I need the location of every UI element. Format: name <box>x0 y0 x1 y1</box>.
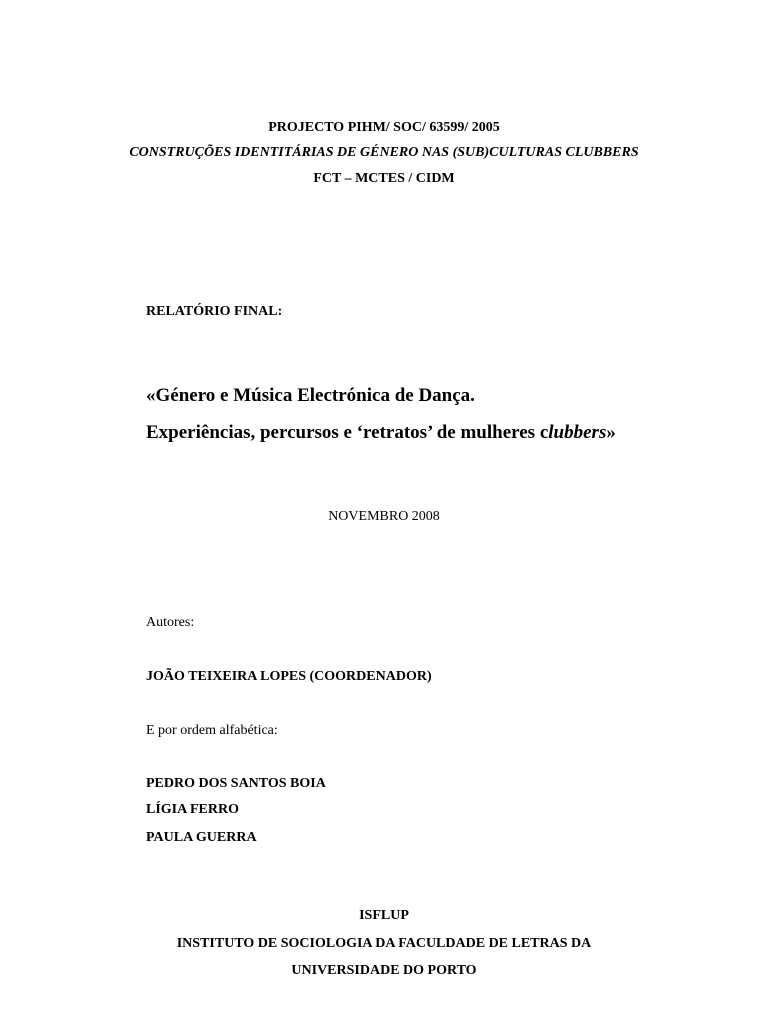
report-title-line2-suffix: » <box>606 422 616 443</box>
coordinator-name: JOÃO TEIXEIRA LOPES (COORDENADOR) <box>146 669 432 684</box>
author-name: LÍGIA FERRO <box>146 802 239 817</box>
institution-name-line2: UNIVERSIDADE DO PORTO <box>291 963 477 978</box>
report-title-line1: «Género e Música Electrónica de Dança. <box>146 385 475 406</box>
project-code: PROJECTO PIHM/ SOC/ 63599/ 2005 <box>268 120 500 135</box>
report-date: NOVEMBRO 2008 <box>328 509 440 524</box>
report-title-line2-prefix: Experiências, percursos e ‘retratos’ de mulheres c <box>146 422 549 443</box>
report-label: RELATÓRIO FINAL: <box>146 304 283 319</box>
report-title-line2 <box>146 423 616 442</box>
report-title-line2-italic: lubbers <box>548 422 607 443</box>
alphabetical-note: E por ordem alfabética: <box>146 723 278 738</box>
funding-line: FCT – MCTES / CIDM <box>313 171 455 186</box>
institution-acronym: ISFLUP <box>359 908 409 923</box>
author-name: PEDRO DOS SANTOS BOIA <box>146 776 326 791</box>
authors-label: Autores: <box>146 615 195 630</box>
institution-name-line1: INSTITUTO DE SOCIOLOGIA DA FACULDADE DE LETRAS DA <box>176 936 592 951</box>
project-subtitle: CONSTRUÇÕES IDENTITÁRIAS DE GÉNERO NAS (SUB)CULTURAS CLUBBERS <box>129 145 639 160</box>
author-name: PAULA GUERRA <box>146 830 257 845</box>
